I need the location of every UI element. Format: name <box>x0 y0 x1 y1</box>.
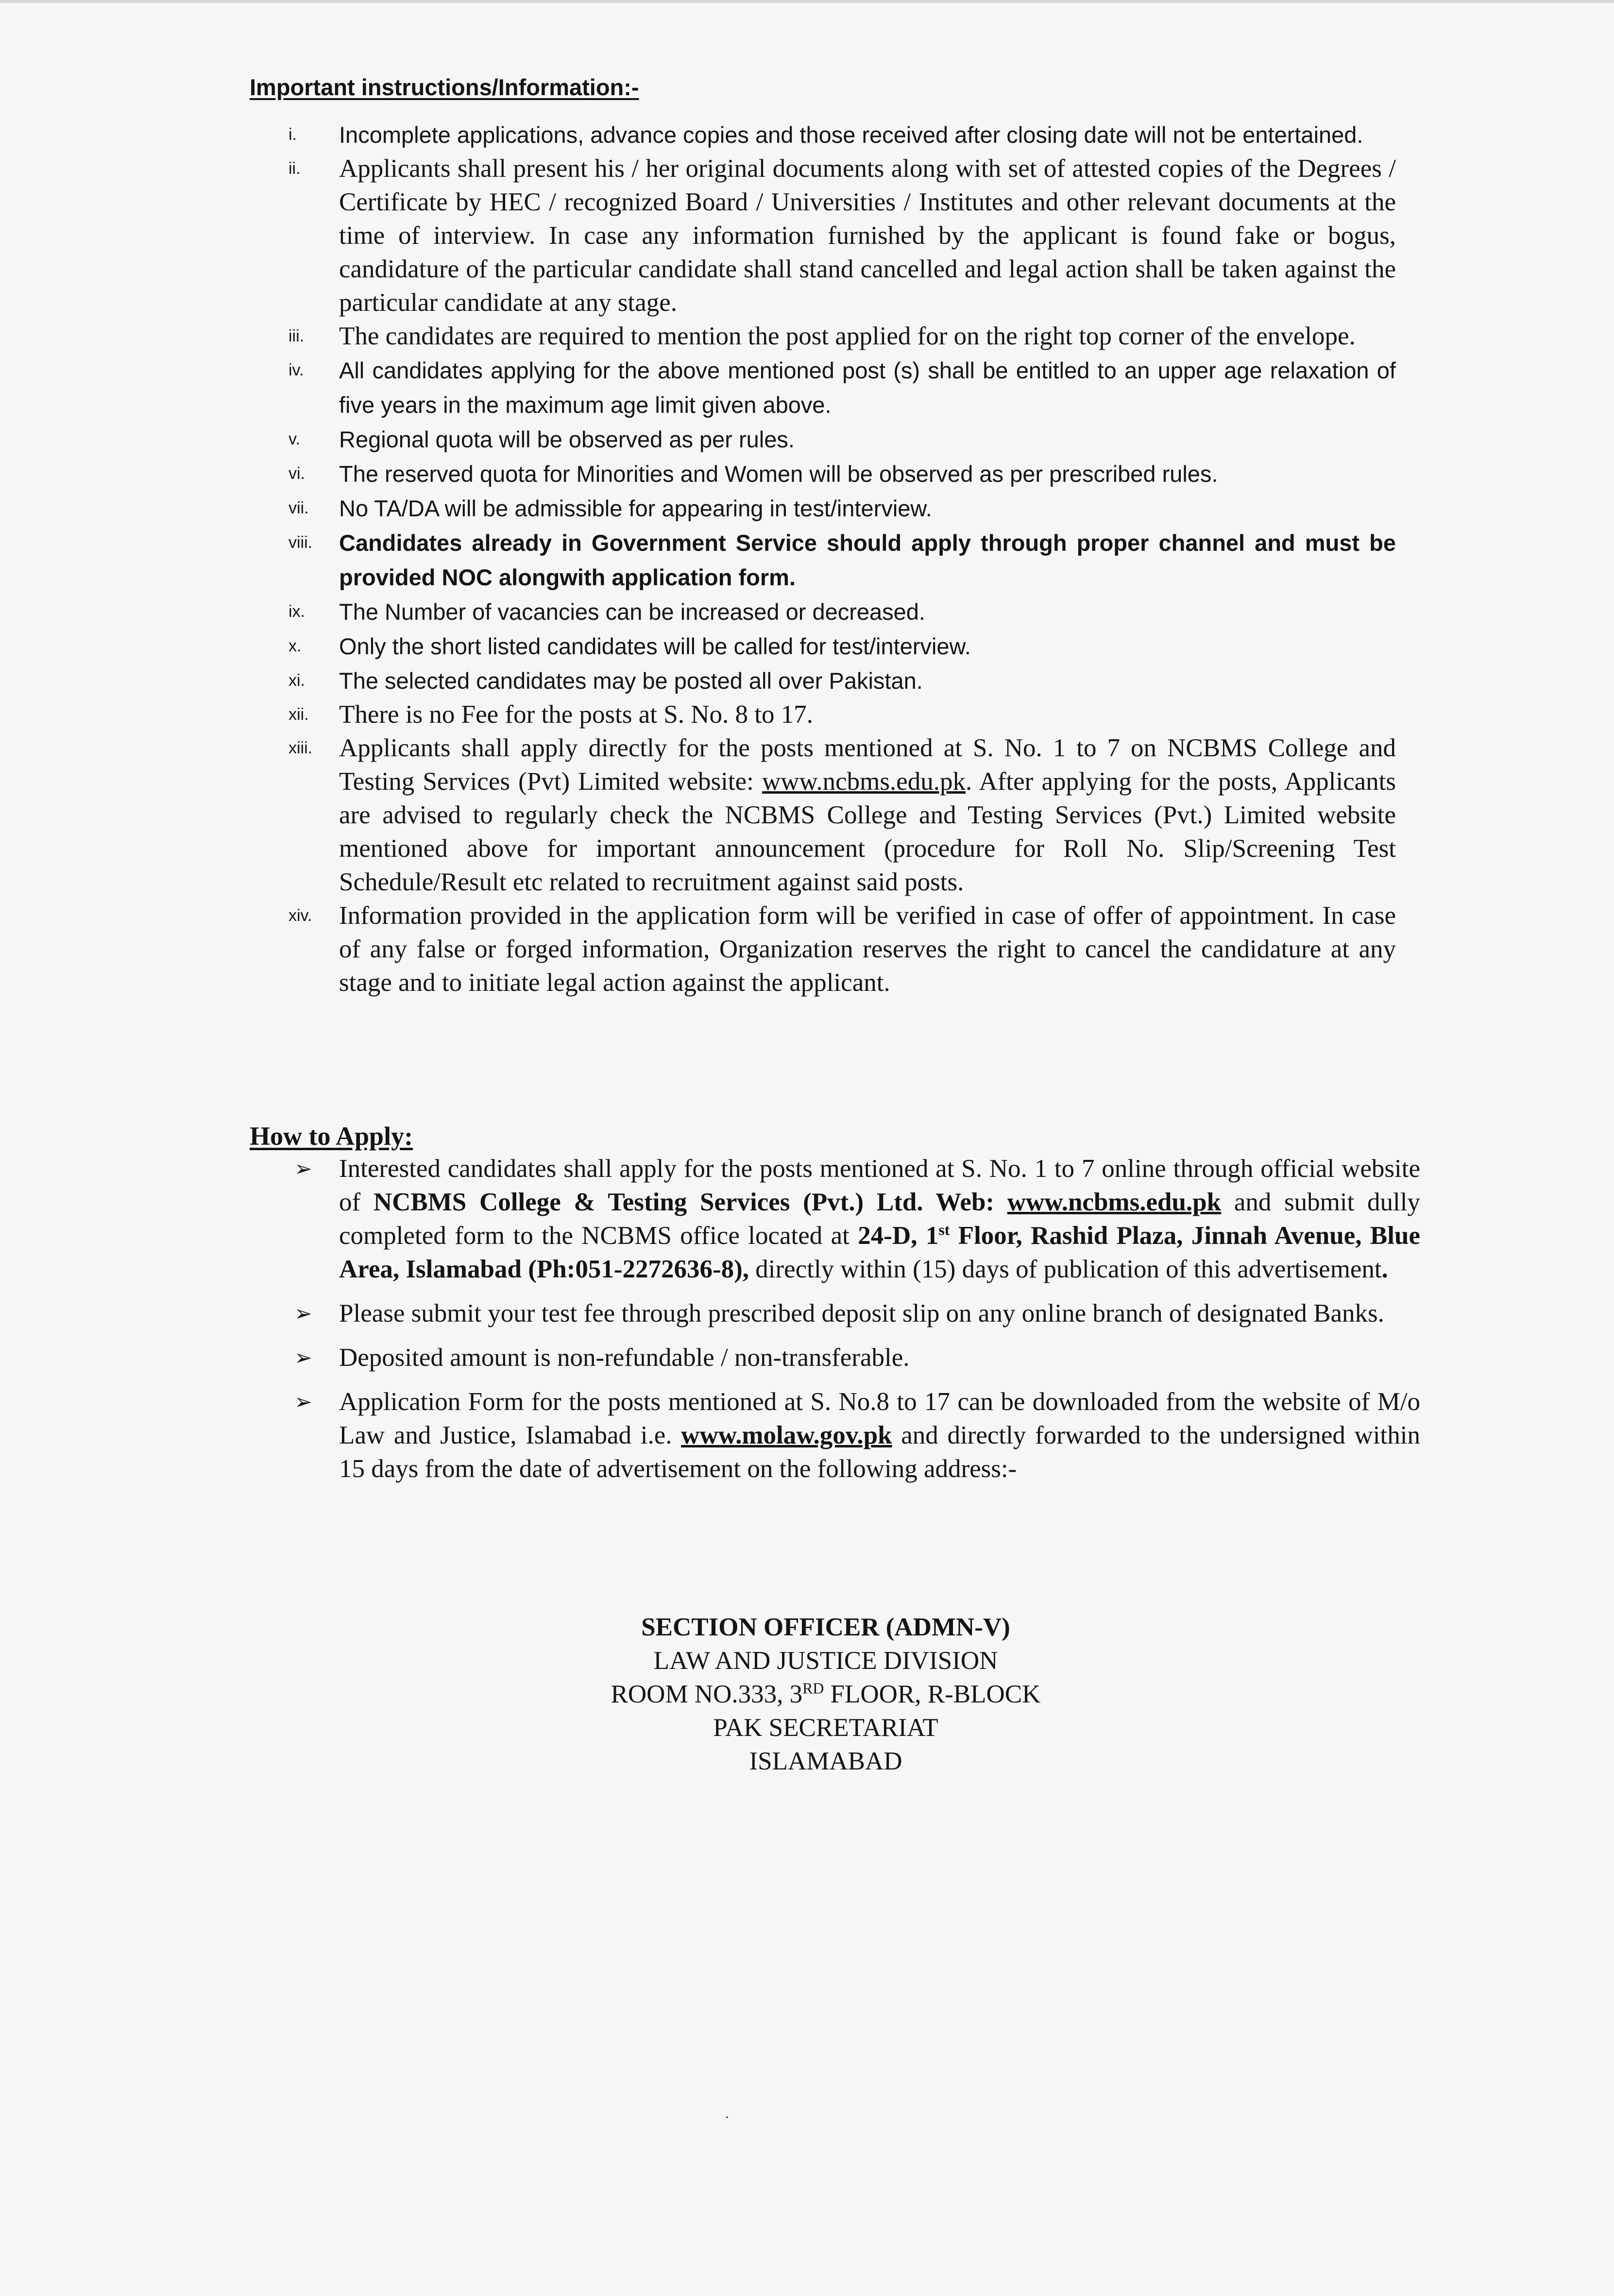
instruction-item-7 <box>250 491 1396 526</box>
instruction-number: xi. <box>289 671 305 690</box>
step-text: Deposited amount is non-refundable / non-transferable. <box>339 1344 910 1372</box>
address-line-secretariat: PAK SECRETARIAT <box>713 1714 938 1742</box>
instruction-item-11 <box>250 663 1396 698</box>
ordinal-suffix: st <box>938 1221 950 1239</box>
instruction-item-3 <box>250 320 1396 353</box>
instruction-number: xiv. <box>289 906 312 925</box>
scan-speck <box>726 2116 728 2118</box>
address-line-city: ISLAMABAD <box>749 1747 902 1775</box>
instruction-text: The selected candidates may be posted all over Pakistan. <box>339 668 923 694</box>
address-line-division: LAW AND JUSTICE DIVISION <box>653 1647 998 1675</box>
instruction-item-10 <box>250 629 1396 663</box>
address-line-officer: SECTION OFFICER (ADMN-V) <box>641 1613 1010 1641</box>
instruction-number: x. <box>289 637 302 655</box>
address-line-room <box>486 1678 1166 1711</box>
instruction-text: No TA/DA will be admissible for appearing in test/interview. <box>339 495 932 521</box>
instruction-item-9 <box>250 595 1396 629</box>
instruction-number: v. <box>289 430 300 448</box>
ncbms-website-link[interactable]: www.ncbms.edu.pk <box>1007 1188 1222 1216</box>
step-text: and directly forwarded to the undersigned within 15 days from the date of advertisement on the following address:- <box>339 1421 1421 1483</box>
step-text-bold: . <box>1381 1255 1388 1283</box>
instruction-item-14 <box>250 899 1396 1000</box>
instruction-number: vii. <box>289 499 309 517</box>
instruction-item-5 <box>250 422 1396 457</box>
instruction-text: The Number of vacancies can be increased or decreased. <box>339 599 925 625</box>
address-room-part: ROOM NO.333, 3 <box>611 1680 803 1708</box>
instruction-number: xiii. <box>289 739 313 757</box>
instruction-text: Incomplete applications, advance copies and those received after closing date will not be entertained. <box>339 122 1363 148</box>
instruction-text-part: Applicants shall apply directly for the posts mentioned at S. No. 1 to 7 on NCBMS College and Testing Services (Pvt) Limited website: <box>339 734 1396 796</box>
instruction-number: ix. <box>289 602 305 621</box>
step-text: Application Form for the posts mentioned at S. No.8 to 17 can be downloaded from the website of M/o Law and Justice, Islamabad i.e. <box>339 1388 1420 1449</box>
arrow-bullet-icon: ➢ <box>294 1390 312 1414</box>
instruction-text: Applicants shall present his / her original documents along with set of attested copies of the Degrees / Certificate by HEC / recognized Board / Universities / Institutes and other relevant documents at the time of interview. In case any information furnished by the applicant is found fake or bogus, candidature of the particular candidate shall stand cancelled and legal action shall be taken against the particular candidate at any stage. <box>339 154 1396 317</box>
instruction-number: iv. <box>289 361 304 379</box>
instruction-text: The reserved quota for Minorities and Women will be observed as per prescribed rules. <box>339 461 1218 487</box>
mailing-address-block <box>486 1611 1166 1778</box>
apply-step-2 <box>250 1297 1420 1330</box>
instruction-text: The candidates are required to mention the post applied for on the right top corner of the envelope. <box>339 322 1356 350</box>
instruction-text-part: . After applying for the posts, Applicants are advised to regularly check the NCBMS College and Testing Services (Pvt.) Limited website mentioned above for important announcement (procedure for Roll No. Slip/Screening Test Schedule/Result etc related to recruitment against said posts. <box>339 767 1396 896</box>
instruction-item-2 <box>250 152 1396 320</box>
office-address-bold: 24-D, 1 <box>858 1222 939 1250</box>
ordinal-suffix: RD <box>802 1680 824 1697</box>
instruction-text: Regional quota will be observed as per rules. <box>339 426 795 452</box>
instructions-list <box>250 118 1396 1000</box>
how-to-apply-list <box>250 1152 1420 1497</box>
instruction-item-12 <box>250 698 1396 731</box>
instruction-item-13 <box>250 731 1396 899</box>
step-text-bold: NCBMS College & Testing Services (Pvt.) Ltd. Web: <box>373 1188 1007 1216</box>
arrow-bullet-icon: ➢ <box>294 1345 312 1370</box>
arrow-bullet-icon: ➢ <box>294 1301 312 1326</box>
step-text: and submit dully completed form to the NCBMS office located at <box>339 1188 1421 1250</box>
instruction-item-1 <box>250 118 1396 152</box>
apply-step-4 <box>250 1385 1420 1486</box>
instruction-text: Candidates already in Government Service should apply through proper channel and must be provided NOC alongwith application form. <box>339 530 1396 590</box>
apply-step-3 <box>250 1341 1420 1375</box>
instruction-number: i. <box>289 125 297 144</box>
instruction-text: Only the short listed candidates will be called for test/interview. <box>339 633 971 659</box>
office-address-bold: Floor, Rashid Plaza, Jinnah Avenue, Blue Area, Islamabad (Ph:051-2272636-8), <box>339 1222 1420 1283</box>
arrow-bullet-icon: ➢ <box>294 1157 312 1181</box>
instruction-text: There is no Fee for the posts at S. No. 8 to 17. <box>339 700 813 729</box>
address-room-part: FLOOR, R-BLOCK <box>824 1680 1041 1708</box>
instruction-number: viii. <box>289 533 313 552</box>
step-text: Please submit your test fee through prescribed deposit slip on any online branch of designated Banks. <box>339 1299 1384 1327</box>
instruction-text <box>339 731 1396 899</box>
instruction-number: iii. <box>289 327 305 345</box>
instruction-number: vi. <box>289 464 305 483</box>
instruction-text: Information provided in the application form will be verified in case of offer of appointment. In case of any false or forged information, Organization reserves the right to cancel the candidature at any stage and to initiate legal action against the applicant. <box>339 901 1396 997</box>
instruction-item-6 <box>250 457 1396 491</box>
instruction-text: All candidates applying for the above mentioned post (s) shall be entitled to an upper age relaxation of five years in the maximum age limit given above. <box>339 357 1396 418</box>
instruction-number: ii. <box>289 159 301 178</box>
how-to-apply-heading: How to Apply: <box>250 1122 413 1151</box>
instruction-number: xii. <box>289 705 309 724</box>
ncbms-website-link[interactable]: www.ncbms.edu.pk <box>762 767 966 796</box>
instructions-heading: Important instructions/Information:- <box>250 74 639 100</box>
apply-step-1 <box>250 1152 1420 1286</box>
instruction-item-4 <box>250 353 1396 422</box>
step-text: Interested candidates shall apply for the posts mentioned at S. No. 1 to 7 online through official website of <box>339 1155 1420 1216</box>
step-text: directly within (15) days of publication of this advertisement <box>749 1255 1382 1283</box>
molaw-website-link[interactable]: www.molaw.gov.pk <box>681 1421 892 1449</box>
instruction-item-8 <box>250 526 1396 595</box>
